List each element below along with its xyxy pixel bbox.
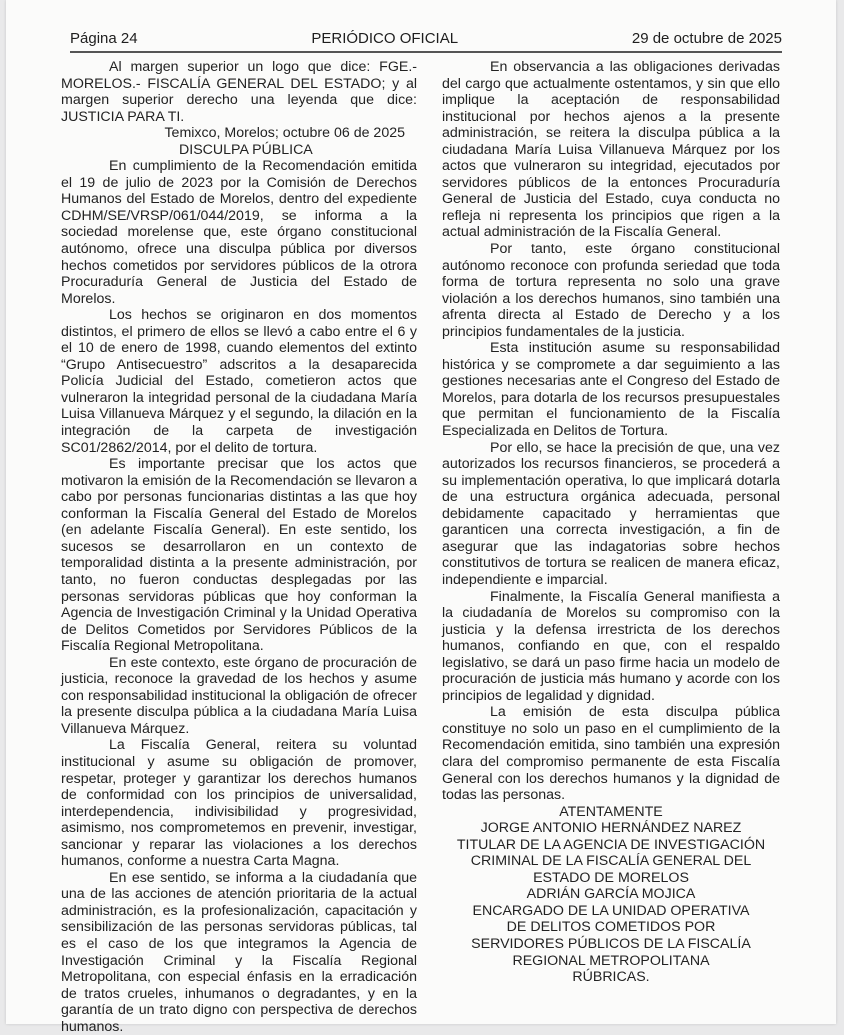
paragraph: La Fiscalía General, reitera su voluntad institucional y asume su obligación de promover, respetar, proteger y garantizar los derechos humanos de conformidad con los principios de universalidad, interdependencia, indivisibilidad y progresividad, asimismo, nos comprometemos en prevenir, investigar, sancionar y reparar las violaciones a los derechos humanos, conforme a nuestra Carta Magna. bbox=[61, 737, 417, 870]
rubricas: RÚBRICAS. bbox=[572, 969, 650, 986]
page-header bbox=[70, 30, 782, 53]
document-title: DISCULPA PÚBLICA bbox=[179, 141, 313, 158]
paragraph: La emisión de esta disculpa pública constituye no solo un paso en el cumplimiento de la Recomendación emitida, sino también una expresión clara del compromiso permanente de esta Fiscalía General con los derechos humanos y la dignidad de todas las personas. bbox=[442, 704, 780, 804]
paragraph: En este contexto, este órgano de procuración de justicia, reconoce la gravedad de los hechos y asume con responsabilidad institucional la obligación de ofrecer la presente disculpa pública a la ciudadana María Luisa Villanueva Márquez. bbox=[61, 654, 417, 737]
intro-paragraph: Al margen superior un logo que dice: FGE.-MORELOS.- FISCALÍA GENERAL DEL ESTADO; y al margen superior derecho una leyenda que dice: JUSTICIA PARA TI. bbox=[61, 59, 417, 125]
right-column bbox=[442, 59, 780, 986]
place-date: Temixco, Morelos; octubre 06 de 2025 bbox=[164, 125, 405, 142]
paragraph: Los hechos se originaron en dos momentos distintos, el primero de ellos se llevó a cabo entre el 6 y el 10 de enero de 1998, cuando elementos del extinto “Grupo Antisecuestro” adscritos a la desaparecida Policía Judicial del Estado, cometieron actos que vulneraron la integridad personal de la ciudadana María Luisa Villanueva Márquez y el segundo, la dilación en la integración de la carpeta de investigación SC01/2862/2014, por el delito de tortura. bbox=[61, 307, 417, 456]
signer-2-title: ENCARGADO DE LA UNIDAD OPERATIVA DE DELITOS COMETIDOS POR SERVIDORES PÚBLICOS DE LA FISCALÍA REGIONAL METROPOLITANA bbox=[471, 902, 751, 969]
signature-block bbox=[442, 804, 780, 986]
signer-2-name: ADRIÁN GARCÍA MOJICA bbox=[526, 886, 696, 903]
publication-date: 29 de octubre de 2025 bbox=[631, 30, 782, 47]
closing: ATENTAMENTE bbox=[559, 803, 663, 820]
page-number: Página 24 bbox=[70, 30, 138, 47]
paragraph: Por ello, se hace la precisión de que, una vez autorizados los recursos financieros, se procederá a su implementación operativa, lo que implicará dotarla de una estructura orgánica adecuada, personal debidamente capacitado y herramientas que garanticen una correcta investigación, a fin de asegurar que las indagatorias sobre hechos constitutivos de tortura se realicen de manera eficaz, independiente e imparcial. bbox=[442, 439, 780, 588]
paragraph: Esta institución asume su responsabilidad histórica y se compromete a dar seguimiento a las gestiones necesarias ante el Congreso del Estado de Morelos, para dotarla de los recursos presupuestales que permitan el funcionamiento de la Fiscalía Especializada en Delitos de Tortura. bbox=[442, 340, 780, 440]
signer-1-title: TITULAR DE LA AGENCIA DE INVESTIGACIÓN CRIMINAL DE LA FISCALÍA GENERAL DEL ESTADO DE MORELOS bbox=[456, 836, 766, 886]
paragraph: Por tanto, este órgano constitucional autónomo reconoce con profunda seriedad que toda forma de tortura representa no solo una grave violación a los derechos humanos, sino también una afrenta directa al Estado de Derecho y a los principios fundamentales de la justicia. bbox=[442, 241, 780, 340]
publication-title: PERIÓDICO OFICIAL bbox=[311, 30, 459, 47]
paragraph: Finalmente, la Fiscalía General manifiesta a la ciudadanía de Morelos su compromiso con la justicia y la defensa irrestricta de los derechos humanos, confiando en que, con el respaldo legislativo, se dará un paso firme hacia un modelo de procuración de justicia más humano y acorde con los principios de legalidad y dignidad. bbox=[442, 588, 780, 704]
paragraph: En cumplimiento de la Recomendación emitida el 19 de julio de 2023 por la Comisión de Derechos Humanos del Estado de Morelos, dentro del expediente CDHM/SE/VRSP/061/044/2019, se informa a la sociedad morelense que, este órgano constitucional autónomo, ofrece una disculpa pública por diversos hechos cometidos por servidores públicos de la otrora Procuraduría General de Justicia del Estado de Morelos. bbox=[61, 158, 417, 307]
paragraph: Es importante precisar que los actos que motivaron la emisión de la Recomendación se llevaron a cabo por personas funcionarias distintas a las que hoy conforman la Fiscalía General del Estado de Morelos (en adelante Fiscalía General). En este sentido, los sucesos se desarrollaron en un contexto de temporalidad distinta a la presente administración, por tanto, no fueron conductas desplegadas por las personas servidoras públicas que hoy conforman la Agencia de Investigación Criminal y la Unidad Operativa de Delitos Cometidos por Servidores Públicos de la Fiscalía Regional Metropolitana. bbox=[61, 456, 417, 655]
signer-1-name: JORGE ANTONIO HERNÁNDEZ NAREZ bbox=[480, 820, 742, 837]
paragraph: En observancia a las obligaciones derivadas del cargo que actualmente ostentamos, y sin que ello implique la aceptación de responsabilidad institucional por hechos ajenos a la presente administración, se reitera la disculpa pública a la ciudadana María Luisa Villanueva Márquez por los actos que vulneraron su integridad, ejecutados por servidores públicos de la entonces Procuraduría General de Justicia del Estado, cuya conducta no refleja ni representa los principios que rigen a la actual administración de la Fiscalía General. bbox=[442, 59, 780, 241]
left-column bbox=[61, 59, 417, 1035]
paragraph: En ese sentido, se informa a la ciudadanía que una de las acciones de atención prioritaria de la actual administración, es la profesionalización, capacitación y sensibilización de las personas servidoras públicas, tal es el caso de los que integramos la Agencia de Investigación Criminal y la Fiscalía Regional Metropolitana, con especial énfasis en la erradicación de tratos crueles, inhumanos o degradantes, y en la garantía de un trato digno con perspectiva de derechos humanos. bbox=[61, 869, 417, 1035]
